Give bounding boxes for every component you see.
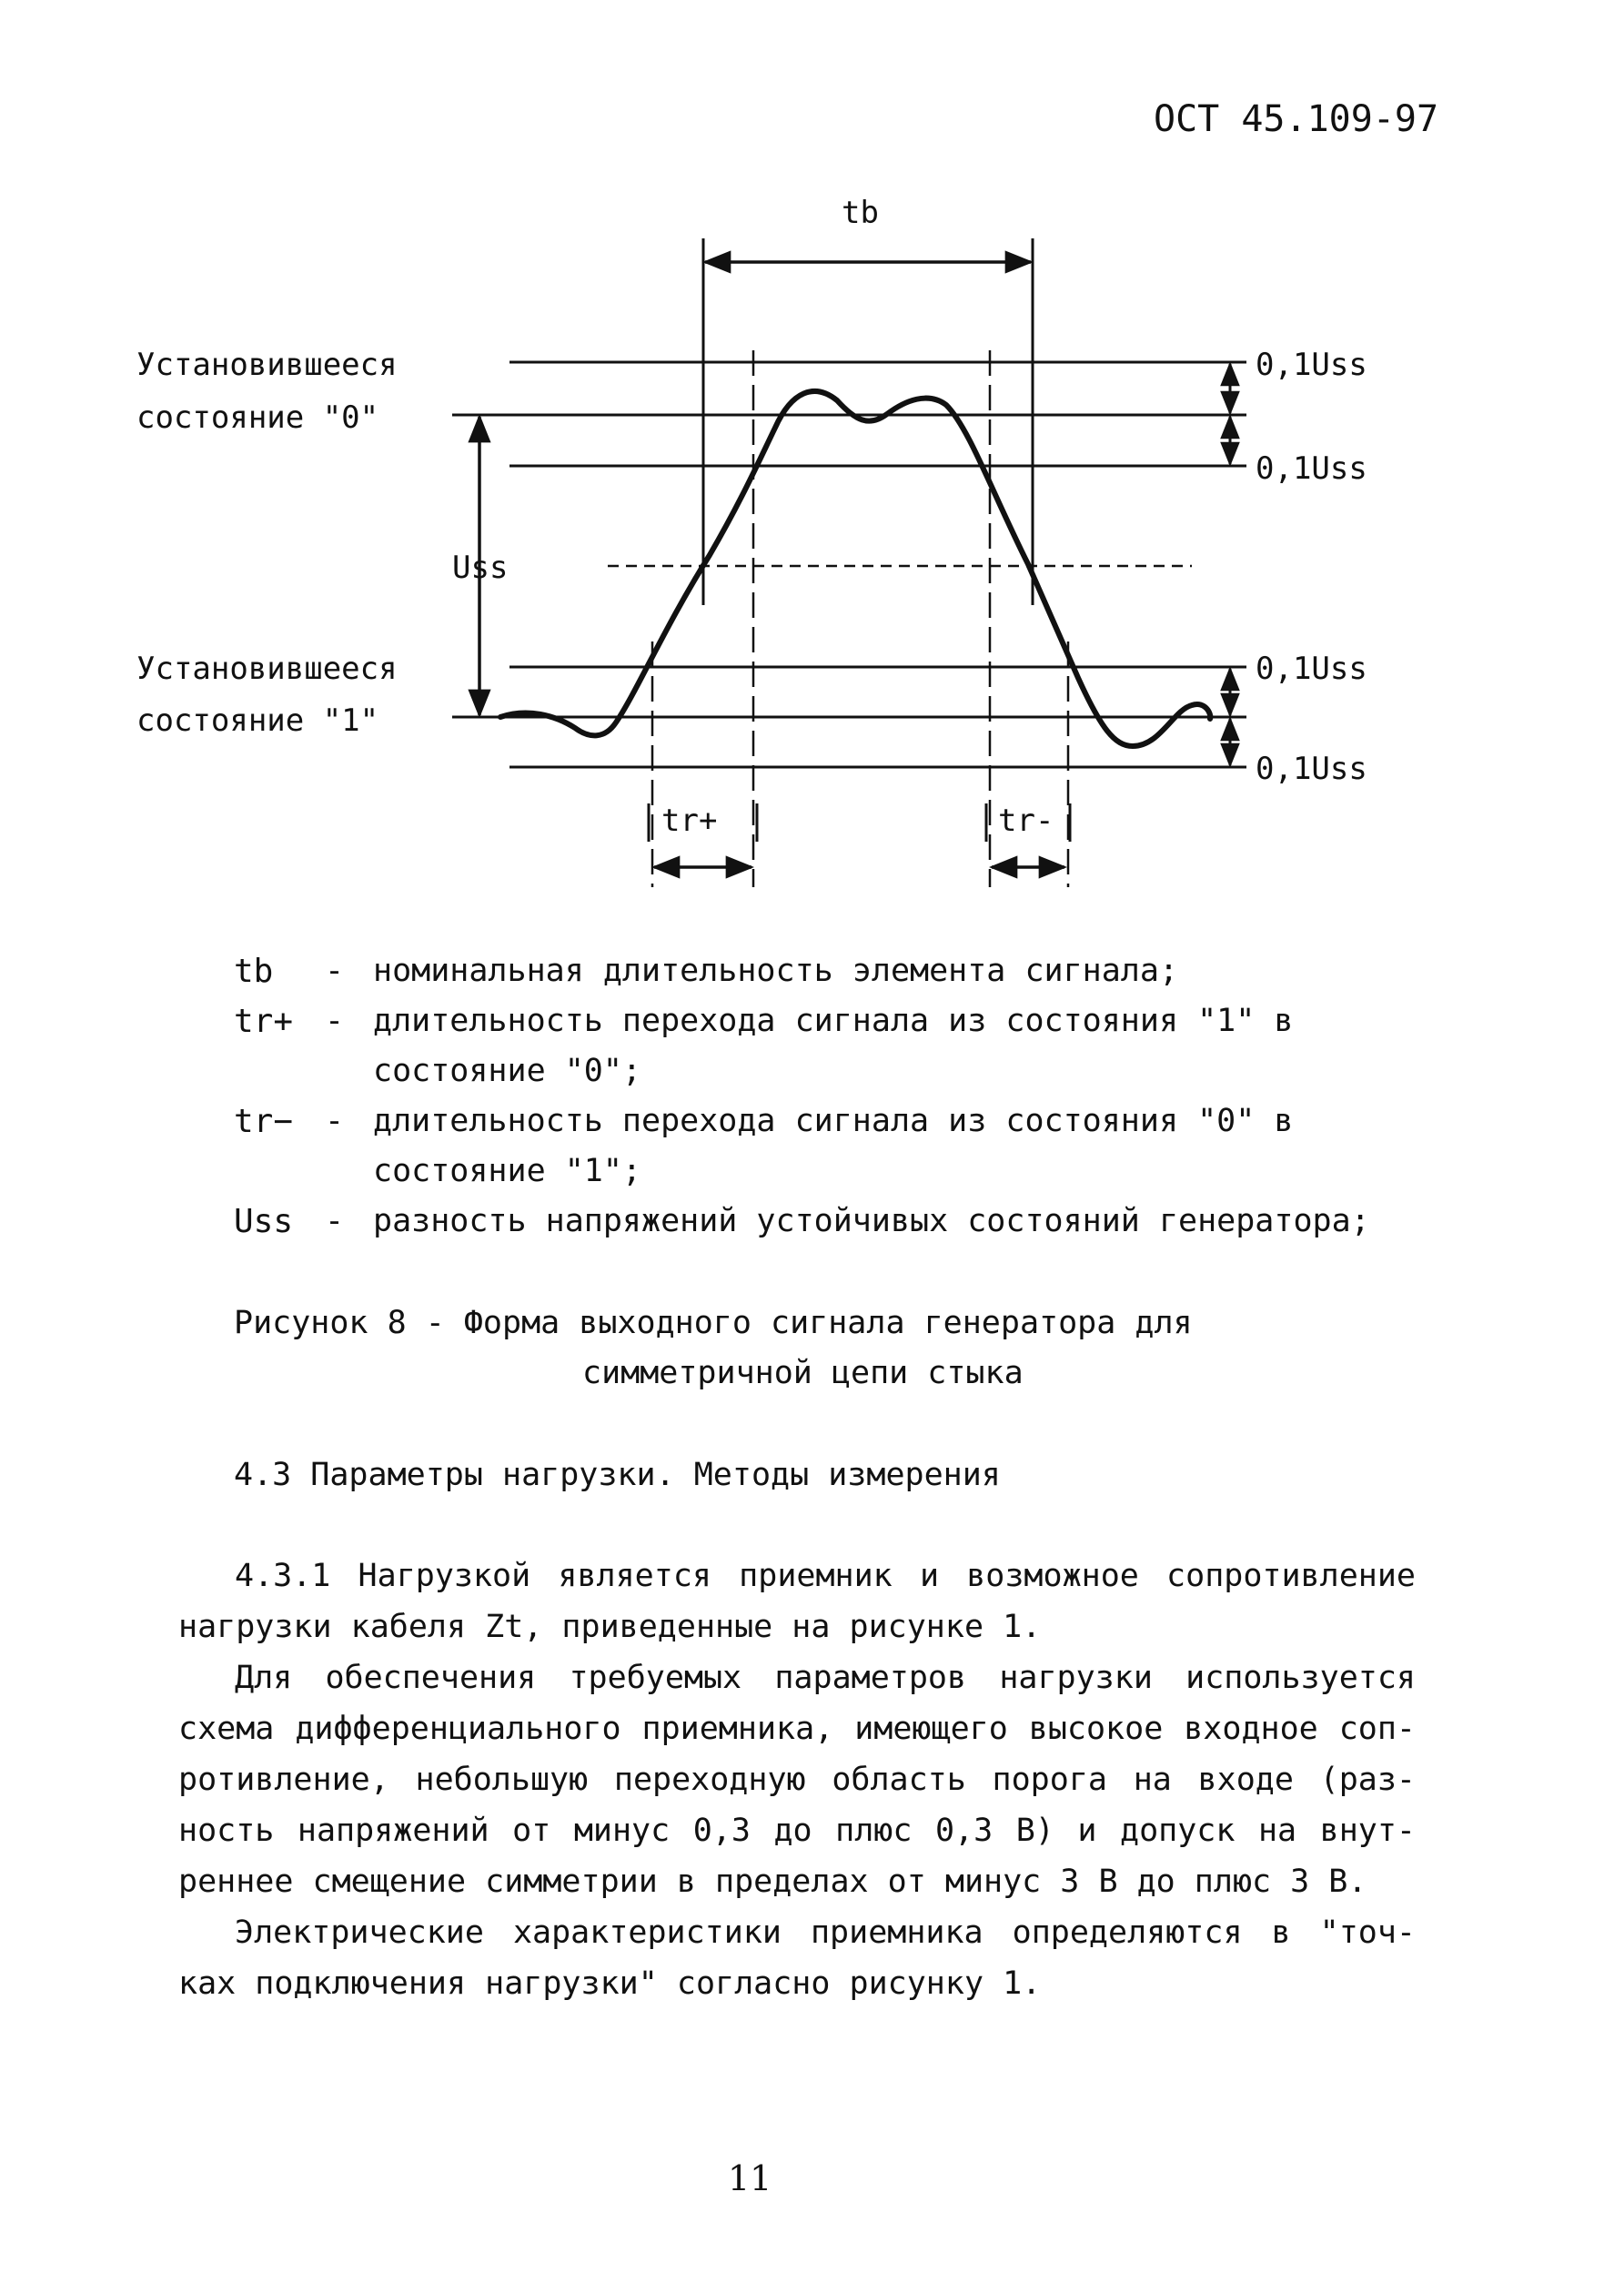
tr-minus-label: tr- xyxy=(998,803,1054,839)
tr-plus-label: tr+ xyxy=(661,803,718,839)
section-heading: 4.3 Параметры нагрузки. Методы измерения xyxy=(234,1457,1001,1493)
legend-symbol-tb: tb xyxy=(234,953,274,990)
paragraph-line: Электрические характеристики приемника определяются в "точ- xyxy=(235,1914,1416,1951)
paragraph-electrical-characteristics xyxy=(178,1907,1416,2009)
paragraph-line: ность напряжений от минус 0,3 до плюс 0,3 В) и допуск на внут- xyxy=(178,1813,1416,1849)
paragraph-line: ротивление, небольшую переходную область порога на входе (раз- xyxy=(178,1762,1416,1798)
legend-text-tr-minus-cont: состояние "1"; xyxy=(373,1153,642,1189)
legend-symbol-tr-minus: tr− xyxy=(234,1103,294,1140)
tol-label-3: 0,1Uss xyxy=(1256,651,1367,687)
uss-label: Uss xyxy=(452,550,509,586)
signal-waveform-figure xyxy=(0,0,1624,910)
tol-label-4: 0,1Uss xyxy=(1256,751,1367,787)
paragraph-line: нагрузки кабеля Zt, приведенные на рисунке 1. xyxy=(178,1609,1042,1645)
legend-text-uss: разность напряжений устойчивых состояний генератора; xyxy=(373,1203,1370,1239)
document-code: ОСТ 45.109-97 xyxy=(1154,98,1439,140)
paragraph-4-3-1 xyxy=(178,1551,1416,1652)
legend-symbol-tr-plus: tr+ xyxy=(234,1003,294,1040)
legend-dash: - xyxy=(325,1003,345,1039)
legend-text-tr-plus-cont: состояние "0"; xyxy=(373,1053,642,1089)
tb-label: tb xyxy=(842,195,879,231)
paragraph-line: 4.3.1 Нагрузкой является приемник и возможное сопротивление xyxy=(235,1558,1416,1594)
tol-label-2: 0,1Uss xyxy=(1256,450,1367,487)
legend-text-tb: номинальная длительность элемента сигнала; xyxy=(373,953,1179,989)
paragraph-line: схема дифференциального приемника, имеющего высокое входное соп- xyxy=(178,1711,1416,1747)
paragraph-line: ках подключения нагрузки" согласно рисунку 1. xyxy=(178,1965,1042,2002)
state-1-label-line1: Установившееся xyxy=(136,651,398,687)
signal-waveform xyxy=(500,391,1210,746)
page-number: 11 xyxy=(728,2158,772,2198)
state-0-label-line2: состояние "0" xyxy=(136,399,379,436)
legend-dash: - xyxy=(325,1103,345,1139)
legend-text-tr-minus: длительность перехода сигнала из состояния "0" в xyxy=(373,1103,1294,1139)
legend-dash: - xyxy=(325,953,345,989)
legend-symbol-uss: Uss xyxy=(234,1203,294,1240)
paragraph-line: реннее смещение симметрии в пределах от минус 3 В до плюс 3 В. xyxy=(178,1864,1367,1900)
paragraph-line: Для обеспечения требуемых параметров нагрузки используется xyxy=(235,1660,1416,1696)
state-1-label-line2: состояние "1" xyxy=(136,702,379,739)
legend-dash: - xyxy=(325,1203,345,1239)
figure-caption-line2: симметричной цепи стыка xyxy=(582,1355,1024,1391)
state-0-label-line1: Установившееся xyxy=(136,347,398,383)
tol-label-1: 0,1Uss xyxy=(1256,347,1367,383)
legend-text-tr-plus: длительность перехода сигнала из состояния "1" в xyxy=(373,1003,1294,1039)
paragraph-receiver-scheme xyxy=(178,1652,1416,1907)
figure-caption-line1: Рисунок 8 - Форма выходного сигнала генератора для xyxy=(234,1305,1193,1341)
